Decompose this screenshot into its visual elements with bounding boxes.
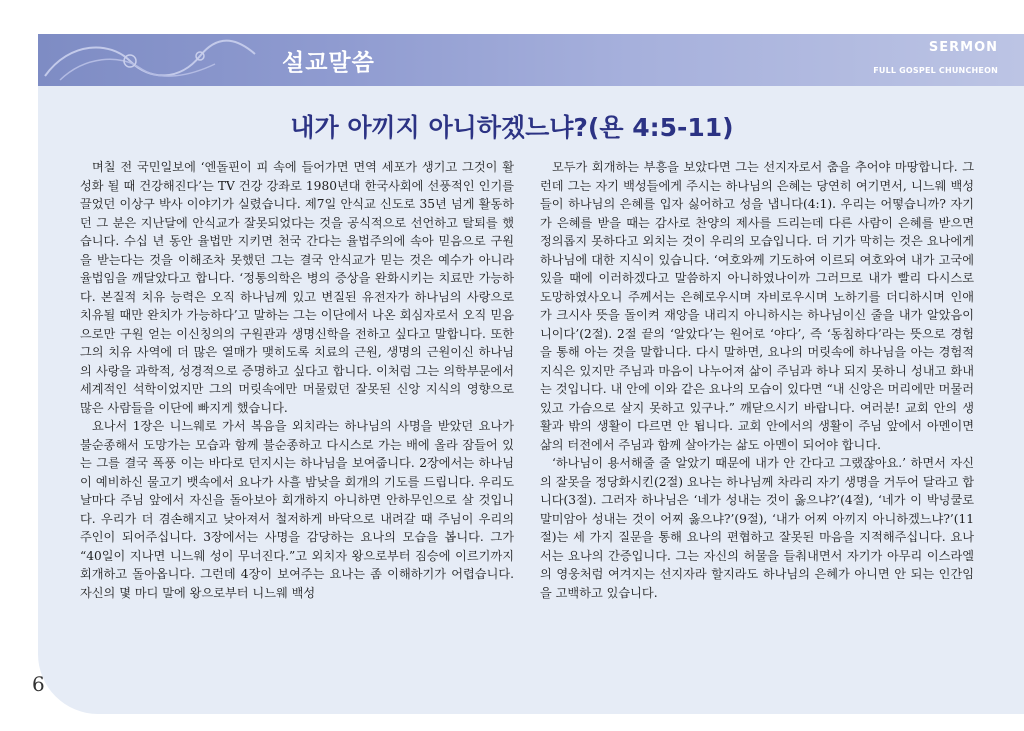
paragraph: 요나서 1장은 니느웨로 가서 복음을 외치라는 하나님의 사명을 받았던 요나가 불순종해서 도망가는 모습과 함께 불순종하고 다시스로 가는 배에 올라 잠들어 있는 그를 결국 폭풍 이는 바다로 던지시는 하나님을 보여줍니다. 2장에서는 하나님이 예비하신 물고기 뱃속에서 요나가 사흘 밤낮을 회개의 기도를 드립니다. 우리도 날마다 주님 앞에서 자신을 돌아보아 회개하지 아니하면 안하무인으로 살 것입니다. 우리가 더 겸손해지고 낮아져서 철저하게 바닥으로 내려갈 때 주님이 우리의 주인이 되어주십니다. 3장에서는 사명을 감당하는 요나의 모습을 봅니다. 그가 “40일이 지나면 니느웨 성이 무너진다.”고 외치자 왕으로부터 짐승에 이르기까지 회개하고 돌아옵니다. 그런데 4장이 보여주는 요나는 좀 이해하기가 어렵습니다. 자신의 몇 마디 말에 왕으로부터 니느웨 백성	[80, 419, 514, 600]
brand-label: SERMON	[928, 40, 998, 55]
paragraph: 며칠 전 국민일보에 ‘엔돌핀이 피 속에 들어가면 면역 세포가 생기고 그것이 활성화 될 때 건강해진다’는 TV 건강 강좌로 1980년대 한국사회에 선풍적인 인기를 끌었던 이상구 박사 이야기가 실렸습니다. 제7일 안식교 신도로 35년 넘게 활동하던 그 분은 지난달에 안식교가 잘못되었다는 것을 공식적으로 선언하고 탈퇴를 했습니다. 수십 년 동안 율법만 지키면 천국 간다는 율법주의에 속아 믿음으로 구원을 받는다는 것을 이해조차 못했던 그는 결국 안식교가 믿는 것은 예수가 아니라 율법임을 깨달았다고 합니다. ‘정통의학은 병의 증상을 완화시키는 치료만 가능하다. 본질적 치유 능력은 오직 하나님께 있고 변질된 유전자가 하나님의 사랑으로 치유될 때만 완치가 가능하다’고 말하는 그는 이단에서 나온 회심자로서 오직 믿음으로만 구원 얻는 이신칭의의 구원관과 생명신학을 전하고 싶다고 말합니다. 또한 그의 치유 사역에 더 많은 열매가 맺히도록 치료의 근원, 생명의 근원이신 하나님의 사랑을 과학적, 성경적으로 증명하고 싶다고 합니다. 이처럼 그는 의학부문에서 세계적인 석학이었지만 그의 머릿속에만 머물렀던 잘못된 신앙 지식의 영향으로 많은 사람들을 이단에 빠지게 했습니다.	[80, 160, 514, 415]
ornament-swirl-icon	[40, 36, 260, 84]
section-title: 설교말씀	[282, 50, 375, 76]
paragraph: ‘하나님이 용서해줄 줄 알았기 때문에 내가 안 간다고 그랬잖아요.’ 하면서 자신의 잘못을 정당화시킨(2절) 요나는 하나님께 차라리 자기 생명을 거두어 달라고 합니다(3절). 그러자 하나님은 ‘네가 성내는 것이 옳으냐?’(4절), ‘네가 이 박넝쿨로 말미암아 성내는 것이 어찌 옳으냐?’(9절), ‘내가 어찌 아끼지 아니하겠느냐?’(11절)는 세 가지 질문을 통해 요나의 편협하고 잘못된 마음을 지적해주십니다. 요나서는 요나의 간증입니다. 그는 자신의 허물을 들춰내면서 자기가 아무리 이스라엘의 영웅처럼 여겨지는 선지자라 할지라도 하나님의 은혜가 아니면 안 되는 인간임을 고백하고 있습니다.	[540, 456, 974, 600]
right-column	[540, 158, 974, 602]
brand-sublabel: FULL GOSPEL CHUNCHEON	[873, 66, 998, 75]
sermon-title: 내가 아끼지 아니하겠느냐?(욘 4:5-11)	[290, 113, 734, 142]
left-column	[80, 158, 514, 602]
paragraph: 모두가 회개하는 부흥을 보았다면 그는 선지자로서 춤을 추어야 마땅합니다. 그런데 그는 자기 백성들에게 주시는 하나님의 은혜는 당연히 여기면서, 니느웨 백성들이 하나님의 은혜를 입자 싫어하고 성을 냅니다(4:1). 우리는 어떻습니까? 자기가 은혜를 받을 때는 감사로 찬양의 제사를 드리는데 다른 사람이 은혜를 받으면 정의롭지 못하다고 외치는 것이 우리의 모습입니다. 더 기가 막히는 것은 요나에게 하나님에 대한 지식이 있습니다. ‘여호와께 기도하여 이르되 여호와여 내가 고국에 있을 때에 이러하겠다고 말씀하지 아니하였나이까 그러므로 내가 빨리 다시스로 도망하였사오니 주께서는 은혜로우시며 자비로우시며 노하기를 더디하시며 인애가 크시사 뜻을 돌이켜 재앙을 내리지 아니하시는 하나님이신 줄을 내가 알았음이니이다’(2절). 2절 끝의 ‘알았다’는 원어로 ‘야다’, 즉 ‘동침하다’라는 뜻으로 경험을 통해 아는 것을 말합니다. 다시 말하면, 요나의 머릿속에 하나님을 아는 경험적 지식은 있지만 주님과 마음이 나누어져 삶이 주님과 하나 되지 못하니 성내고 화내는 것입니다. 내 안에 이와 같은 요나의 모습이 있다면 “내 신앙은 머리에만 머물러 있고 가슴으로 살지 못하고 있구나.” 깨닫으시기 바랍니다. 여러분! 교회 안의 생활과 밖의 생활이 다르면 안 됩니다. 교회 안에서의 생활이 주님 앞에서 아멘이면 삶의 터전에서 주님과 함께 살아가는 삶도 아멘이 되어야 합니다.	[540, 160, 974, 452]
page-number: 6	[32, 672, 45, 696]
